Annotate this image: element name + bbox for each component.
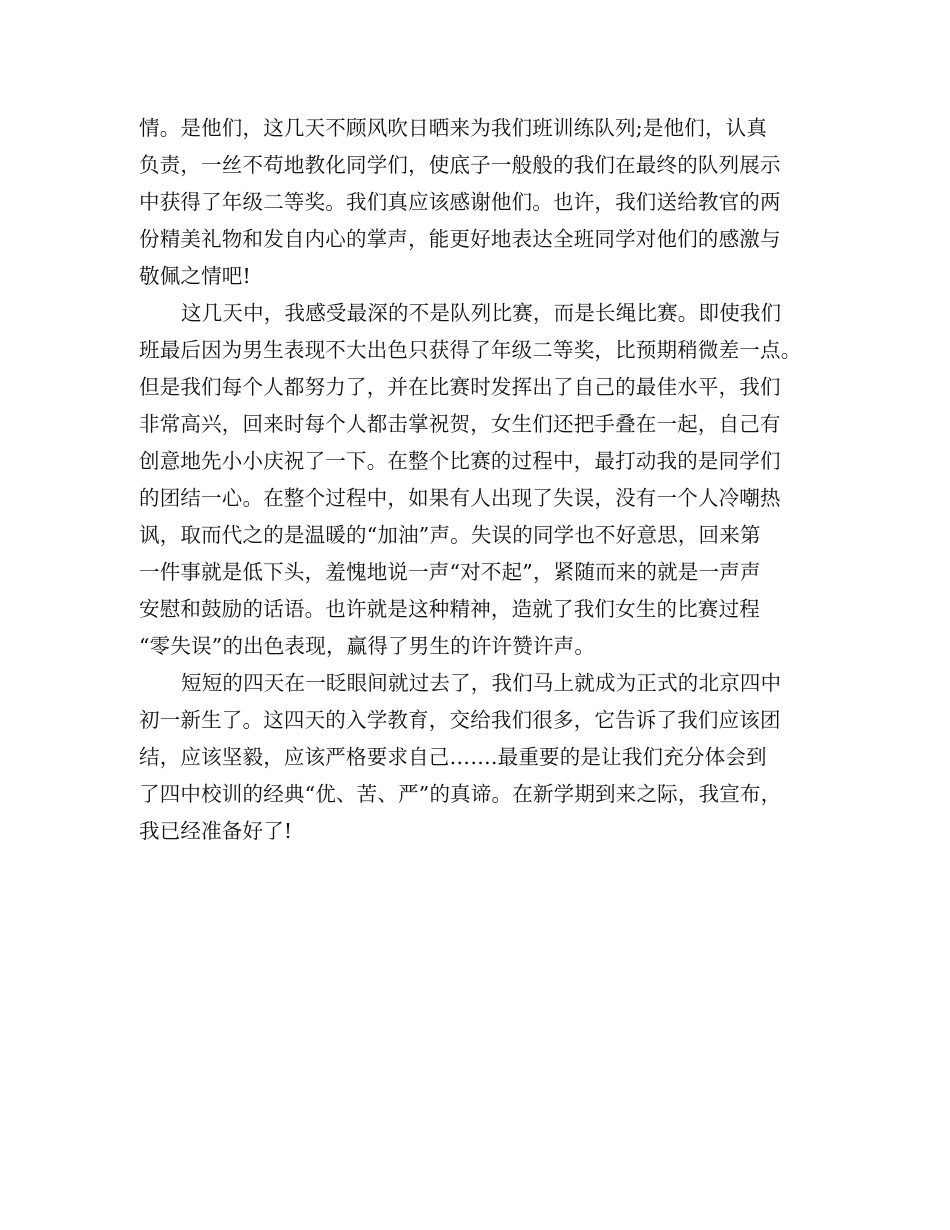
text-line: 初一新生了。这四天的入学教育，交给我们很多，它告诉了我们应该团: [139, 708, 781, 732]
text-line: 的团结一心。在整个过程中，如果有人出现了失误，没有一个人冷嘲热: [139, 486, 781, 510]
text-line: 讽，取而代之的是温暖的“加油”声。失误的同学也不好意思，回来第: [139, 523, 761, 547]
text-line: 这几天中，我感受最深的不是队列比赛，而是长绳比赛。即使我们: [181, 301, 782, 325]
text-line: 结，应该坚毅，应该严格要求自己…….最重要的是让我们充分体会到: [139, 745, 767, 769]
text-line: 一件事就是低下头，羞愧地说一声“对不起”，紧随而来的就是一声声: [139, 560, 761, 584]
paragraph-1: [139, 110, 819, 295]
text-line: 安慰和鼓励的话语。也许就是这种精神，造就了我们女生的比赛过程: [139, 597, 760, 621]
text-line: 敬佩之情吧!: [139, 264, 251, 288]
text-line: 中获得了年级二等奖。我们真应该感谢他们。也许，我们送给教官的两: [139, 190, 781, 214]
paragraph-2: [139, 295, 819, 665]
paragraph-3: [139, 665, 819, 850]
text-line: 非常高兴，回来时每个人都击掌祝贺，女生们还把手叠在一起，自己有: [139, 412, 781, 436]
text-line: 班最后因为男生表现不大出色只获得了年级二等奖，比预期稍微差一点。: [139, 338, 802, 362]
text-line: 创意地先小小庆祝了一下。在整个比赛的过程中，最打动我的是同学们: [139, 449, 781, 473]
text-line: 负责，一丝不苟地教化同学们，使底子一般般的我们在最终的队列展示: [139, 153, 781, 177]
text-line: 我已经准备好了!: [139, 819, 293, 843]
text-line: 但是我们每个人都努力了，并在比赛时发挥出了自己的最佳水平，我们: [139, 375, 781, 399]
text-line: 了四中校训的经典“优、苦、严”的真谛。在新学期到来之际，我宣布，: [139, 782, 782, 806]
text-line: “零失误”的出色表现，赢得了男生的许许赞许声。: [139, 634, 596, 658]
document-body: [139, 110, 819, 850]
text-line: 份精美礼物和发自内心的掌声，能更好地表达全班同学对他们的感激与: [139, 227, 781, 251]
text-line: 短短的四天在一眨眼间就过去了，我们马上就成为正式的北京四中: [181, 671, 782, 695]
text-line: 情。是他们，这几天不顾风吹日晒来为我们班训练队列;是他们，认真: [139, 116, 768, 140]
